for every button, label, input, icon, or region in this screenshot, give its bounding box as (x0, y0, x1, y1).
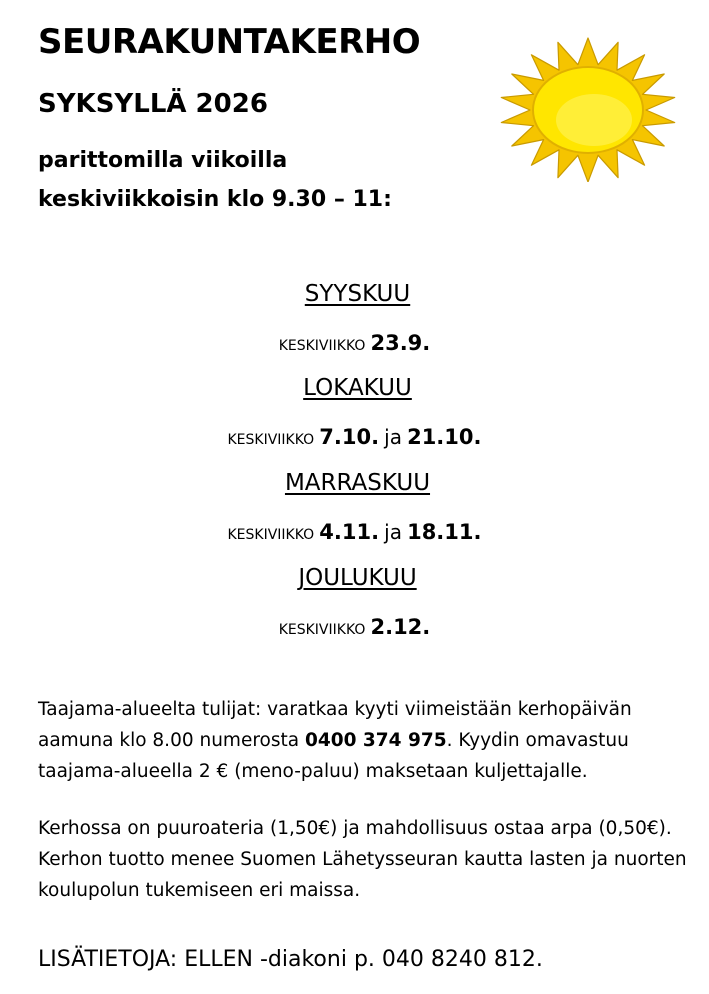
transport-text-before: Taajama-alueelta tulijat: varatkaa kyyti viimeistään kerhopäivän aamuna klo 8.00 numerosta (38, 699, 632, 751)
meeting-date: 2.12. (370, 615, 431, 639)
meeting-date: 21.10. (407, 425, 482, 449)
dates-joulukuu (0, 615, 709, 640)
dates-marraskuu (0, 520, 709, 545)
sun-glow (556, 94, 632, 146)
month-heading-marraskuu (0, 470, 709, 498)
transport-info (38, 694, 688, 787)
date-joiner: ja (384, 520, 402, 544)
meeting-date: 18.11. (407, 520, 482, 544)
month-heading-joulukuu (0, 565, 709, 593)
contact-info: LISÄTIETOJA: ELLEN -diakoni p. 040 8240 812. (38, 947, 543, 972)
weekday-label: KESKIVIIKKO (278, 338, 366, 354)
page-subtitle: SYKSYLLÄ 2026 (38, 89, 268, 119)
schedule-frequency: parittomilla viikoilla (38, 148, 288, 173)
page-title: SEURAKUNTAKERHO (38, 22, 421, 62)
meeting-date: 23.9. (370, 331, 431, 355)
month-title: JOULUKUU (298, 565, 417, 591)
month-title: LOKAKUU (303, 375, 412, 401)
club-info: Kerhossa on puuroateria (1,50€) ja mahdollisuus ostaa arpa (0,50€). Kerhon tuotto menee Suomen Lähetysseuran kautta lasten ja nuorten koulupolun tukemiseen eri maissa. (38, 818, 687, 901)
date-joiner: ja (384, 425, 402, 449)
weekday-label: KESKIVIIKKO (227, 527, 315, 543)
dates-lokakuu (0, 425, 709, 450)
schedule-time: keskiviikkoisin klo 9.30 – 11: (38, 187, 392, 212)
meeting-date: 7.10. (319, 425, 380, 449)
month-heading-lokakuu (0, 375, 709, 403)
month-title: SYYSKUU (304, 281, 411, 307)
month-heading-syyskuu (0, 281, 709, 309)
dates-syyskuu (0, 331, 709, 356)
sun-icon (499, 36, 677, 182)
weekday-label: KESKIVIIKKO (227, 432, 315, 448)
transport-phone: 0400 374 975 (304, 730, 447, 751)
transport-text-after: . Kyydin omavastuu taajama-alueella 2 € (meno-paluu) maksetaan kuljettajalle. (38, 730, 629, 782)
month-title: MARRASKUU (284, 470, 431, 496)
meeting-date: 4.11. (319, 520, 380, 544)
weekday-label: KESKIVIIKKO (278, 622, 366, 638)
